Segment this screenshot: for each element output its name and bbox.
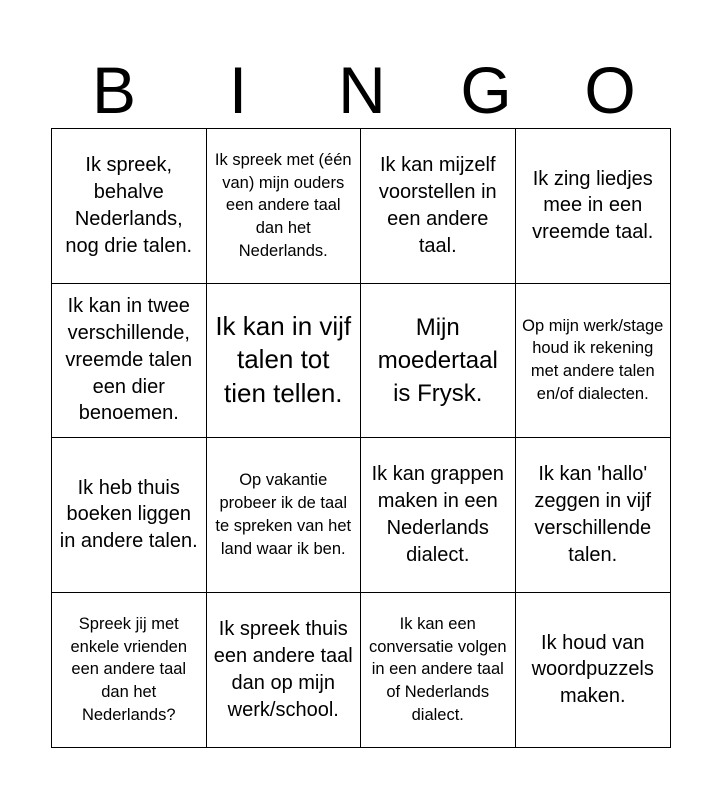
bingo-cell[interactable] bbox=[361, 438, 516, 593]
cell-text: Ik kan een conversatie volgen in een andere taal of Nederlands dialect. bbox=[368, 614, 507, 724]
bingo-header bbox=[52, 50, 672, 130]
header-letter-n: N bbox=[338, 53, 386, 127]
bingo-cell[interactable] bbox=[516, 129, 671, 284]
bingo-cell[interactable] bbox=[52, 284, 207, 439]
header-letter-o: O bbox=[584, 53, 636, 127]
bingo-cell[interactable] bbox=[207, 438, 362, 593]
bingo-cell[interactable] bbox=[361, 129, 516, 284]
bingo-cell[interactable] bbox=[207, 593, 362, 748]
header-letter-i: I bbox=[228, 53, 248, 127]
header-letter-g: G bbox=[460, 53, 512, 127]
bingo-cell[interactable] bbox=[52, 593, 207, 748]
cell-text: Ik kan 'hallo' zeggen in vijf verschillende talen. bbox=[534, 463, 652, 566]
cell-text: Ik kan in vijf talen tot tien tellen. bbox=[215, 310, 352, 409]
cell-text: Op vakantie probeer ik de taal te spreken van het land waar ik ben. bbox=[215, 471, 352, 558]
cell-text: Ik spreek met (één van) mijn ouders een andere taal dan het Nederlands. bbox=[214, 150, 352, 260]
cell-text: Spreek jij met enkele vrienden een andere taal dan het Nederlands? bbox=[70, 614, 187, 724]
bingo-cell[interactable] bbox=[516, 593, 671, 748]
cell-text: Ik kan mijzelf voorstellen in een andere taal. bbox=[378, 154, 497, 257]
bingo-cell[interactable] bbox=[207, 129, 362, 284]
cell-text: Ik zing liedjes mee in een vreemde taal. bbox=[532, 167, 654, 244]
cell-text: Ik kan grappen maken in een Nederlands dialect. bbox=[371, 463, 504, 566]
bingo-cell[interactable] bbox=[361, 284, 516, 439]
bingo-cell[interactable] bbox=[361, 593, 516, 748]
cell-text: Mijn moedertaal is Frysk. bbox=[377, 313, 498, 407]
cell-text: Ik heb thuis boeken liggen in andere talen. bbox=[59, 476, 198, 553]
bingo-cell[interactable] bbox=[207, 284, 362, 439]
bingo-cell[interactable] bbox=[516, 284, 671, 439]
bingo-cell[interactable] bbox=[52, 129, 207, 284]
bingo-grid bbox=[51, 128, 671, 748]
bingo-cell[interactable] bbox=[516, 438, 671, 593]
cell-text: Op mijn werk/stage houd ik rekening met andere talen en/of dialecten. bbox=[522, 316, 664, 404]
cell-text: Ik kan in twee verschillende, vreemde talen een dier benoemen. bbox=[65, 295, 193, 425]
cell-text: Ik houd van woordpuzzels maken. bbox=[531, 631, 654, 708]
bingo-cell[interactable] bbox=[52, 438, 207, 593]
cell-text: Ik spreek thuis een andere taal dan op mijn werk/school. bbox=[213, 618, 353, 721]
cell-text: Ik spreek, behalve Nederlands, nog drie talen. bbox=[65, 154, 193, 257]
header-letter-b: B bbox=[91, 53, 137, 127]
